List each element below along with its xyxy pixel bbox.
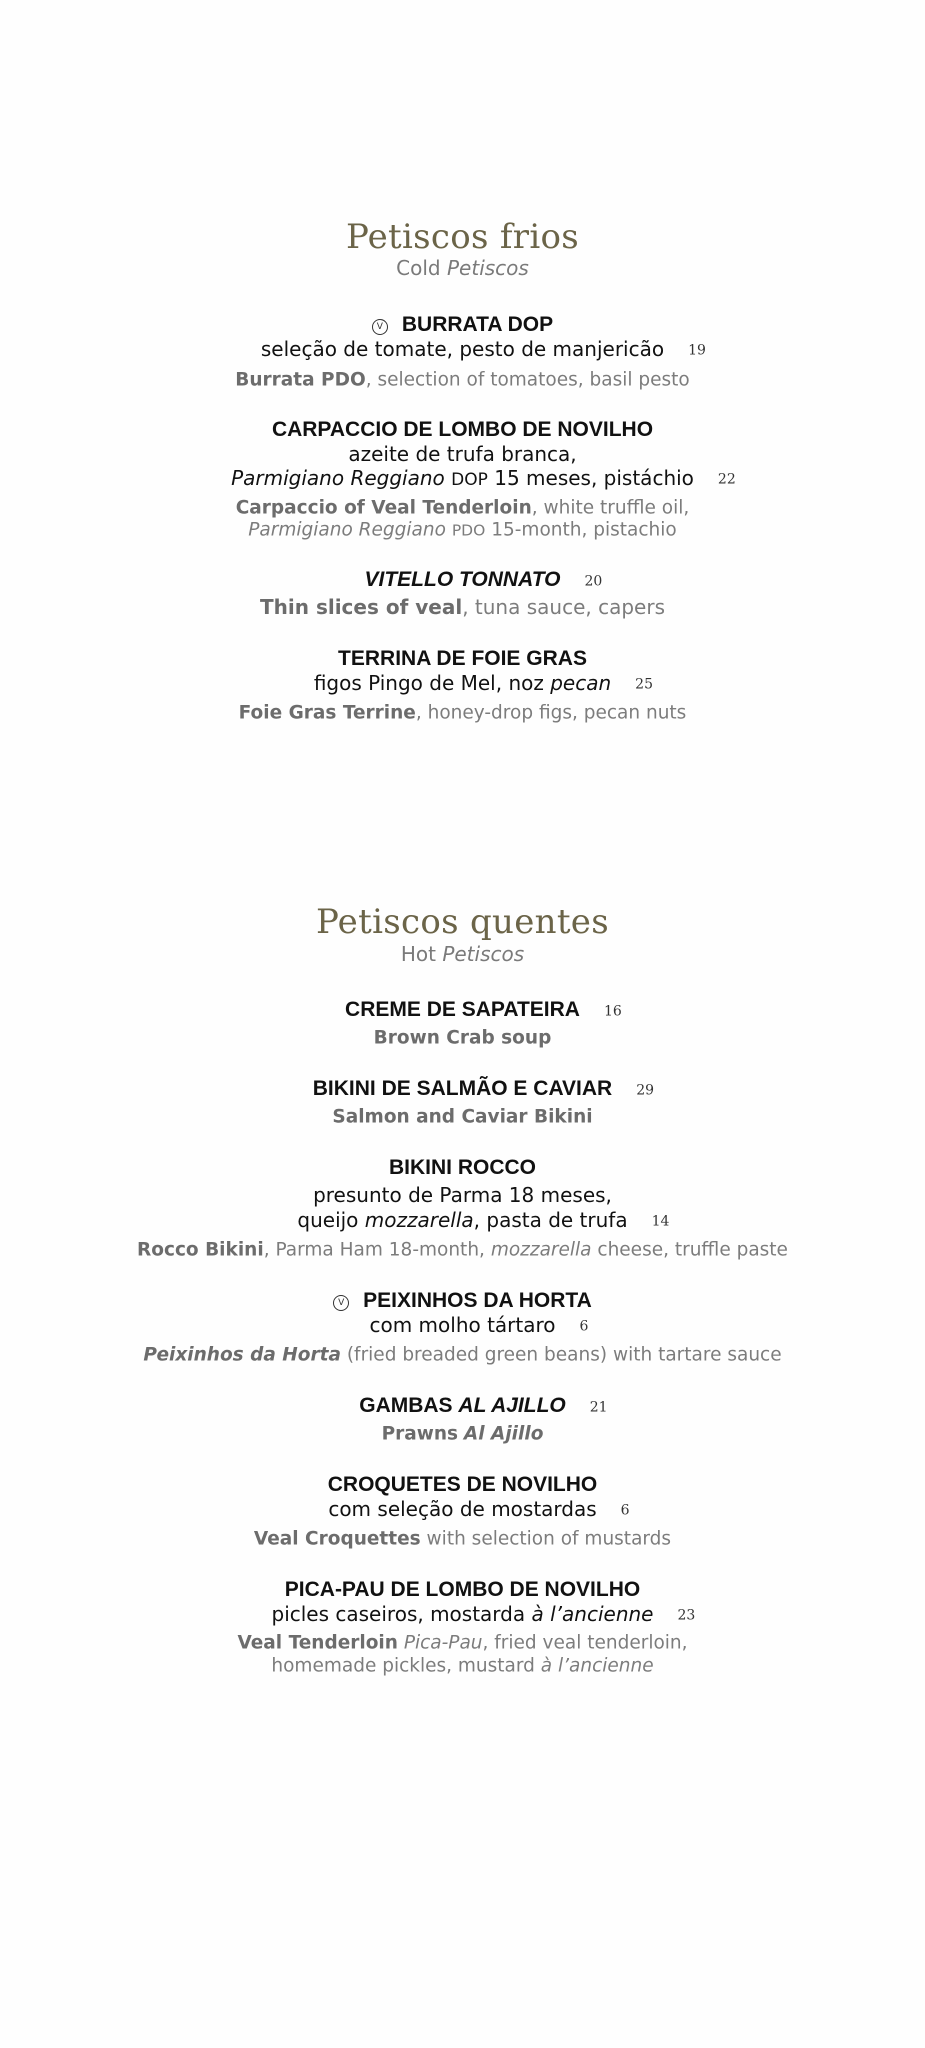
item-name: CREME DE SAPATEIRA 16 (345, 998, 622, 1021)
item-description-en-line2: homemade pickles, mustard à l’ancienne (271, 1655, 654, 1677)
item-price: 21 (589, 1399, 608, 1416)
item-price: 20 (584, 573, 603, 590)
item-description-en: Peixinhos da Horta (fried breaded green beans) with tartare sauce (143, 1344, 782, 1366)
section-title: Petiscos frios (345, 217, 580, 257)
item-price: 23 (677, 1607, 696, 1624)
section-subtitle: Hot Petiscos (400, 942, 525, 966)
section-title: Petiscos quentes (316, 902, 609, 942)
item-name: CARPACCIO DE LOMBO DE NOVILHO (271, 418, 654, 441)
item-price: 14 (651, 1213, 670, 1230)
section-subtitle: Cold Petiscos (396, 256, 529, 280)
item-name: V BURRATA DOP (0, 313, 925, 337)
item-description-en: Brown Crab soup (373, 1027, 552, 1049)
item-description-en: Foie Gras Terrine, honey-drop figs, pecan nuts (238, 702, 687, 724)
item-name: CROQUETES DE NOVILHO (327, 1473, 598, 1496)
item-price: 16 (603, 1003, 622, 1020)
item-price: 19 (688, 342, 706, 359)
item-description-en: Thin slices of veal, tuna sauce, capers (260, 595, 665, 619)
item-description-pt: presunto de Parma 18 meses, (313, 1183, 612, 1207)
item-name: BIKINI ROCCO (389, 1156, 536, 1179)
item-price: 22 (717, 471, 736, 488)
item-description-en: Prawns Al Ajillo (381, 1423, 544, 1445)
item-description-pt: com molho tártaro 6 (369, 1313, 589, 1337)
item-description-pt: com seleção de mostardas 6 (328, 1497, 630, 1521)
vegetarian-icon: V (333, 1295, 349, 1311)
item-description-en: Veal Tenderloin Pica-Pau, fried veal tenderloin, (237, 1632, 688, 1654)
item-description-pt: azeite de trufa branca, (348, 442, 577, 466)
item-description-pt: picles caseiros, mostarda à l’ancienne 23 (271, 1602, 696, 1626)
item-price: 25 (635, 676, 653, 693)
item-description-en: Burrata PDO, selection of tomatoes, basil pesto (235, 369, 690, 391)
item-name: TERRINA DE FOIE GRAS (338, 647, 587, 670)
item-name: V PEIXINHOS DA HORTA (0, 1289, 925, 1313)
item-description-pt: seleção de tomate, pesto de manjericão 19 (260, 337, 706, 361)
item-description-en: Rocco Bikini, Parma Ham 18-month, mozzarella cheese, truffle paste (137, 1239, 788, 1261)
item-price: 6 (620, 1502, 630, 1519)
item-description-pt-line2: queijo mozzarella, pasta de trufa 14 (297, 1208, 670, 1232)
item-name: GAMBAS AL AJILLO 21 (359, 1394, 608, 1417)
vegetarian-icon: V (372, 319, 388, 335)
item-description-en-line2: Parmigiano Reggiano PDO 15-month, pistachio (248, 519, 677, 541)
item-description-en: Salmon and Caviar Bikini (332, 1106, 593, 1128)
item-price: 6 (579, 1318, 589, 1335)
item-description-en: Carpaccio of Veal Tenderloin, white truffle oil, (235, 497, 690, 519)
item-description-pt-line2: Parmigiano Reggiano DOP 15 meses, pistáchio 22 (231, 466, 736, 490)
item-name: VITELLO TONNATO 20 (364, 568, 603, 591)
item-price: 29 (636, 1082, 655, 1099)
item-name: PICA-PAU DE LOMBO DE NOVILHO (284, 1578, 641, 1601)
item-description-pt: figos Pingo de Mel, noz pecan 25 (313, 671, 653, 695)
item-name: BIKINI DE SALMÃO E CAVIAR 29 (312, 1077, 655, 1100)
item-description-en: Veal Croquettes with selection of mustards (253, 1528, 672, 1550)
